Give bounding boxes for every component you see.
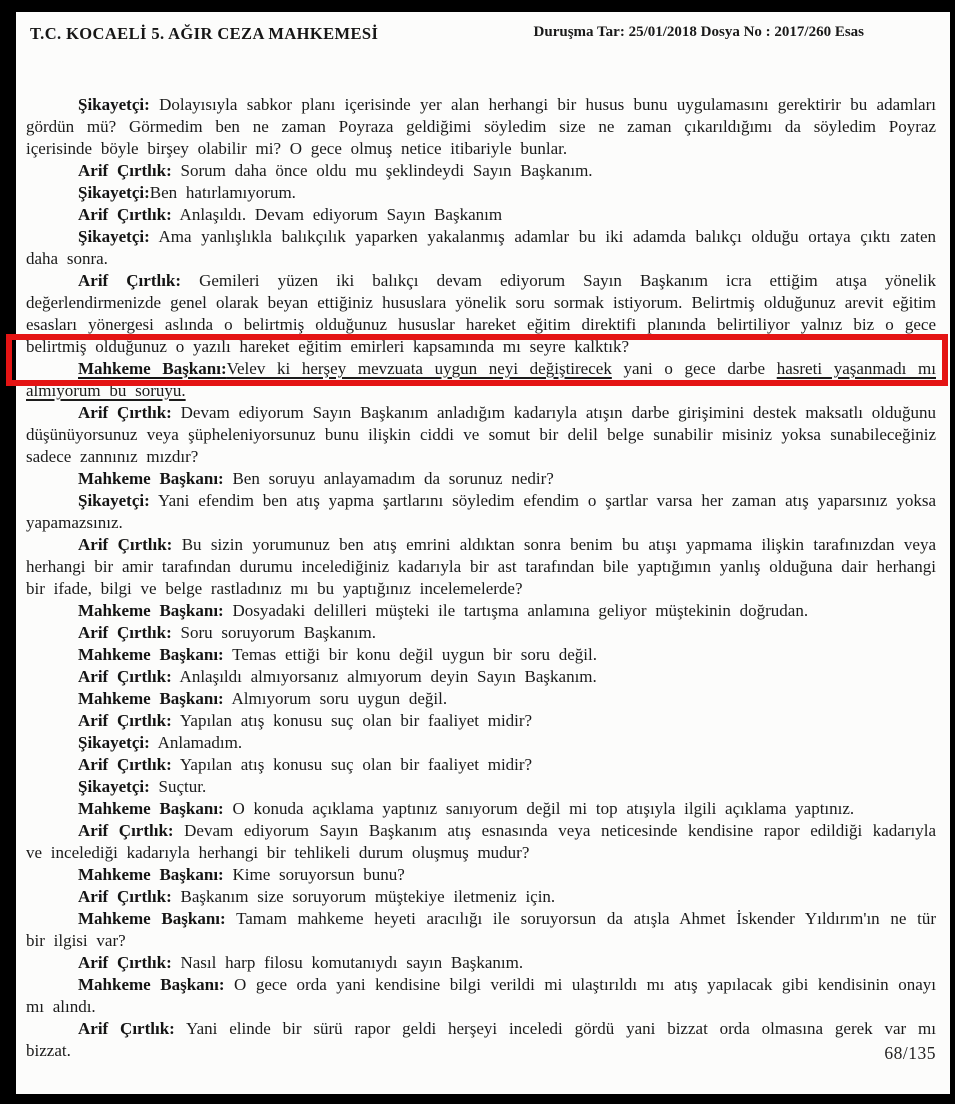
- speaker-name: Mahkeme Başkanı:: [78, 689, 224, 708]
- speech-text: Devam ediyorum Sayın Başkanım atış esnasında veya neticesinde kendisine rapor edildiği kadarıyla ve incelediği kadarıyla herhangi bir tehlikeli durum oluşmuş mudur?: [26, 821, 936, 862]
- speech-text: Dolayısıyla sabkor planı içerisinde yer alan herhangi bir husus bunu uygulamasını gerektirir bu adamları gördün mü? Görmedim ben ne zaman Poyraza geldiğimi söyledim size ne zaman çıkarıldığımı da söyledim Poyraz içerisinde böyle birşey olabilir mi? O gece olmuş netice itibariyle bunlar.: [26, 95, 936, 158]
- speaker-name: Arif Çırtlık:: [78, 1019, 175, 1038]
- transcript-paragraph: [26, 974, 936, 1018]
- transcript-paragraph: [26, 534, 936, 600]
- speech-text: Soru soruyorum Başkanım.: [171, 623, 377, 642]
- speaker-name: Mahkeme Başkanı:: [78, 645, 224, 664]
- document-page: [16, 12, 950, 1094]
- transcript-paragraph: [26, 94, 936, 160]
- speaker-name: Şikayetçi:: [78, 491, 150, 510]
- speaker-name: Arif Çırtlık:: [78, 161, 172, 180]
- speaker-name: Mahkeme Başkanı:: [78, 601, 224, 620]
- speech-text: Anlamadım.: [149, 733, 243, 752]
- speech-text: O gece orda yani kendisine bilgi verildi mi ulaştırıldı mı atış yapılacak gibi kendisinin onayı mı alındı.: [26, 975, 936, 1016]
- transcript-paragraph: [26, 776, 936, 798]
- speech-text: Tamam mahkeme heyeti aracılığı ile soruyorsun da atışla Ahmet İskender Yıldırım'ın ne tür bir ilgisi var?: [26, 909, 936, 950]
- speech-text: Temas ettiği bir konu değil uygun bir soru değil.: [223, 645, 598, 664]
- speech-text: Devam ediyorum Sayın Başkanım anladığım kadarıyla atışın darbe girişimini destek maksatlı olduğunu düşünüyorsunuz veya şüpheleniyorsunuz bunu ilişkin ciddi ve somut bir delil belge sunabilir misiniz yoksa sunabileceğiniz sadece zannınız mızdır?: [26, 403, 936, 466]
- transcript-paragraph: [26, 710, 936, 732]
- speaker-name: Şikayetçi:: [78, 95, 150, 114]
- speech-text: Suçtur.: [149, 777, 207, 796]
- document-header: [26, 24, 936, 44]
- speech-text: yani o gece darbe: [611, 359, 777, 378]
- speech-text: Kime soruyorsun bunu?: [223, 865, 405, 884]
- speech-text: Bu sizin yorumunuz ben atış emrini aldıktan sonra benim bu atışı yapmama ilişkin tarafınızdan veya herhangi bir amir tarafından durumu incelediğiniz kadarıyla bir ast tarafından bile yaptığımın yanlış olduğuna dair herhangi bir ifade, bilgi ve belge rastladınız mı bu yaptığınız incelemelerde?: [26, 535, 936, 598]
- speaker-name: Arif Çırtlık:: [78, 887, 172, 906]
- speaker-name: Mahkeme Başkanı:: [78, 909, 226, 928]
- transcript-paragraph: [26, 204, 936, 226]
- speaker-name: Şikayetçi:: [78, 183, 150, 202]
- transcript-paragraph: [26, 490, 936, 534]
- speaker-name: Arif Çırtlık:: [78, 205, 172, 224]
- transcript-paragraph: [26, 886, 936, 908]
- speech-text: Yani efendim ben atış yapma şartlarını söyledim efendim o şartlar varsa her zaman atış yaparsınız yoksa yapamazsınız.: [26, 491, 936, 532]
- transcript-paragraph: [26, 622, 936, 644]
- speaker-name: Arif Çırtlık:: [78, 623, 172, 642]
- speaker-name: Arif Çırtlık:: [78, 711, 172, 730]
- transcript-paragraph: [26, 1018, 936, 1062]
- transcript-paragraph: [26, 864, 936, 886]
- speaker-name: Arif Çırtlık:: [78, 755, 172, 774]
- speaker-name: Arif Çırtlık:: [78, 271, 182, 290]
- speech-text: Başkanım size soruyorum müştekiye iletmeniz için.: [171, 887, 556, 906]
- transcript-paragraph: [26, 688, 936, 710]
- court-name: T.C. KOCAELİ 5. AĞIR CEZA MAHKEMESİ: [30, 24, 379, 43]
- speaker-name: Arif Çırtlık:: [78, 403, 172, 422]
- speaker-name: Mahkeme Başkanı:: [78, 799, 224, 818]
- speaker-name: Arif Çırtlık:: [78, 821, 174, 840]
- speaker-name: Mahkeme Başkanı:: [78, 865, 224, 884]
- speech-text: Gemileri yüzen iki balıkçı devam ediyorum Sayın Başkanım icra ettiğim atışa yönelik değerlendirmenizde genel olarak beyan ettiğiniz hususlara yönelik soru sormak istiyorum. Belirtmiş olduğunuz arevit eğitim esasları yönergesi aslında o belirtmiş olduğunuz hususlar hareket eğitim direktifi planında belirtiliyor yalnız biz o gece belirtmiş olduğunuz o yazılı hareket eğitim emirleri kapsamında mı seyre kalktık?: [26, 271, 936, 356]
- speech-text: Yani elinde bir sürü rapor geldi herşeyi inceledi gördü yani bizzat orda olmasına gerek var mı bizzat.: [26, 1019, 936, 1060]
- speaker-name: Mahkeme Başkanı:: [78, 469, 224, 488]
- transcript-paragraph: [26, 468, 936, 490]
- speaker-name: Şikayetçi:: [78, 733, 150, 752]
- speech-text: Yapılan atış konusu suç olan bir faaliyet midir?: [171, 755, 533, 774]
- speech-text: Sorum daha önce oldu mu şeklindeydi Sayın Başkanım.: [171, 161, 593, 180]
- speech-text: Nasıl harp filosu komutanıydı sayın Başkanım.: [171, 953, 524, 972]
- transcript-paragraph: [26, 952, 936, 974]
- transcript-paragraph: [26, 754, 936, 776]
- transcript-paragraph: [26, 666, 936, 688]
- transcript-paragraph: [26, 600, 936, 622]
- page-number: 68/135: [884, 1043, 936, 1063]
- hearing-info: Duruşma Tar: 25/01/2018 Dosya No : 2017/260 Esas: [533, 24, 864, 40]
- transcript: [26, 94, 936, 1062]
- transcript-paragraph: [26, 798, 936, 820]
- speech-text: Anlaşıldı almıyorsanız almıyorum deyin Sayın Başkanım.: [171, 667, 597, 686]
- transcript-paragraph: [26, 908, 936, 952]
- transcript-paragraph: [26, 270, 936, 358]
- transcript-paragraph: [26, 182, 936, 204]
- speaker-name: Şikayetçi:: [78, 227, 150, 246]
- speech-text: Ben soruyu anlayamadım da sorunuz nedir?: [223, 469, 554, 488]
- speaker-name: Arif Çırtlık:: [78, 667, 172, 686]
- speaker-name: Mahkeme Başkanı:: [78, 975, 225, 994]
- speech-text: hasreti yaşanmadı mı almıyorum bu soruyu.: [26, 359, 936, 400]
- transcript-paragraph: [26, 820, 936, 864]
- transcript-paragraph: [26, 358, 936, 402]
- speaker-name: Arif Çırtlık:: [78, 535, 173, 554]
- speech-text: Yapılan atış konusu suç olan bir faaliyet midir?: [171, 711, 533, 730]
- transcript-paragraph: [26, 160, 936, 182]
- speech-text: Anlaşıldı. Devam ediyorum Sayın Başkanım: [171, 205, 503, 224]
- speech-text: Almıyorum soru uygun değil.: [223, 689, 448, 708]
- speaker-name: Mahkeme Başkanı:: [78, 359, 227, 378]
- speech-text: Ben hatırlamıyorum.: [149, 183, 296, 202]
- speech-text: Dosyadaki delilleri müşteki ile tartışma anlamına geliyor müştekinin doğrudan.: [223, 601, 809, 620]
- transcript-paragraph: [26, 402, 936, 468]
- speech-text: Velev ki herşey mevzuata uygun neyi değiştirecek: [226, 359, 612, 378]
- transcript-paragraph: [26, 226, 936, 270]
- transcript-paragraph: [26, 732, 936, 754]
- speaker-name: Arif Çırtlık:: [78, 953, 172, 972]
- speech-text: Ama yanlışlıkla balıkçılık yaparken yakalanmış adamlar bu iki adamda balıkçı olduğu ortaya çıktı zaten daha sonra.: [26, 227, 936, 268]
- transcript-paragraph: [26, 644, 936, 666]
- speech-text: O konuda açıklama yaptınız sanıyorum değil mi top atışıyla ilgili açıklama yaptınız.: [223, 799, 855, 818]
- speaker-name: Şikayetçi:: [78, 777, 150, 796]
